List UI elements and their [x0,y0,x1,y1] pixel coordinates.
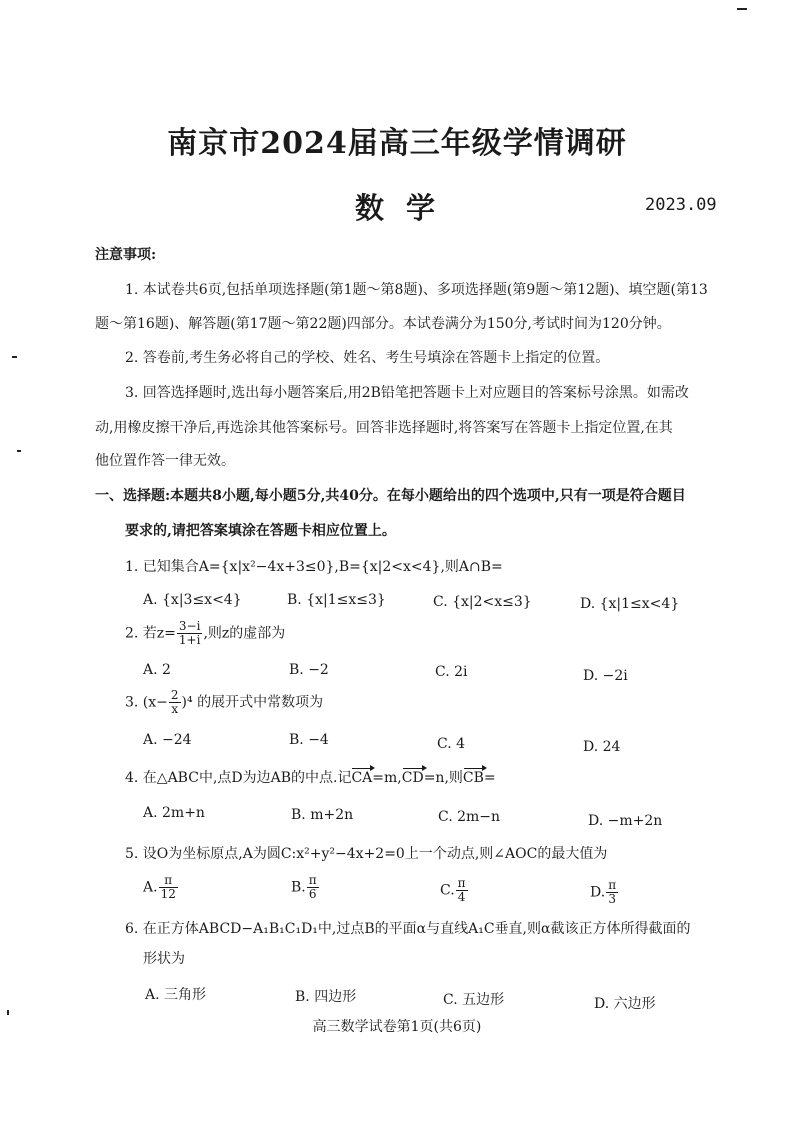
question-1-option-a: A. {x|3≤x<4} [143,592,242,608]
fraction-numerator: π [608,878,617,892]
option-fraction [307,874,319,901]
question-3-option-d: D. 24 [583,739,621,755]
notice-item-1-line-1: 1. 本试卷共6页,包括单项选择题(第1题～第8题)、多项选择题(第9题～第12题)、填空题(第13 [125,282,708,298]
question-1-option-b: B. {x|1≤x≤3} [287,592,386,608]
question-1-option-d: D. {x|1≤x<4} [580,596,680,612]
section-1-heading-line-1: 一、选择题:本题共8小题,每小题5分,共40分。在每小题给出的四个选项中,只有一项是符合题目 [95,488,686,504]
question-6-option-a: A. 三角形 [145,987,207,1003]
option-fraction [159,874,178,901]
notice-item-1-line-2: 题～第16题)、解答题(第17题～第22题)四部分。本试卷满分为150分,考试时间为120分钟。 [95,316,671,332]
option-label: D. [590,884,606,901]
question-2-stem [125,620,285,647]
question-4-option-c: C. 2m−n [438,809,501,825]
question-4-stem [125,767,496,787]
scan-speck [17,450,21,452]
exam-date: 2023.09 [645,195,717,215]
subject-title: 数学 [355,191,458,225]
option-label: B. [291,879,306,896]
question-2-option-a: A. 2 [143,662,171,678]
question-2-option-b: B. −2 [289,662,329,678]
question-5-option-d [590,879,619,906]
question-6-option-c: C. 五边形 [443,992,505,1008]
question-2-option-d: D. −2i [583,668,628,684]
notice-heading: 注意事项: [95,247,157,263]
question-1-option-c: C. {x|2<x≤3} [433,594,532,610]
question-3-suffix: )⁴ 的展开式中常数项为 [181,694,324,711]
question-3-stem [125,689,323,716]
vector-cb: CB [462,770,484,786]
question-4-option-d: D. −m+2n [588,813,663,829]
question-3-option-a: A. −24 [143,732,192,748]
fraction-numerator: 2 [170,688,179,702]
question-3-option-c: C. 4 [437,736,466,752]
notice-item-3-line-1: 3. 回答选择题时,选出每小题答案后,用2B铅笔把答题卡上对应题目的答案标号涂黑。如需改 [125,385,689,401]
option-fraction [606,879,618,906]
vector-ca: CA [351,770,373,786]
notice-item-2: 2. 答卷前,考生务必将自己的学校、姓名、考生号填涂在答题卡上指定的位置。 [125,350,610,366]
question-3-prefix: 3. (x− [125,694,168,711]
question-6-stem-line-1: 6. 在正方体ABCD−A₁B₁C₁D₁中,过点B的平面α与直线A₁C垂直,则α截该正方体所得截面的 [125,921,691,937]
question-6-option-d: D. 六边形 [594,996,656,1012]
question-2-prefix: 2. 若z= [125,625,176,642]
fraction-numerator: 3−i [178,619,201,633]
question-4-mid-2: =n,则 [423,770,463,786]
question-5-option-b [291,874,320,901]
option-fraction [456,877,468,904]
question-4-mid-1: =m, [372,770,402,786]
scan-speck [737,8,747,10]
fraction-numerator: π [159,874,178,888]
fraction-denominator: 3 [608,892,616,906]
fraction-numerator: π [308,873,317,887]
question-2-option-c: C. 2i [435,664,468,680]
section-1-heading-line-2: 要求的,请把答案填涂在答题卡相应位置上。 [125,523,396,539]
question-5-option-c [440,877,469,904]
question-3-option-b: B. −4 [289,732,329,748]
scan-speck [12,356,17,358]
fraction-denominator: x [171,702,179,716]
fraction-denominator: 4 [457,890,466,904]
fraction-numerator: π [457,876,466,890]
question-4-option-b: B. m+2n [291,807,354,823]
option-label: A. [143,879,158,896]
question-6-option-b: B. 四边形 [295,989,357,1005]
question-1-stem: 1. 已知集合A={x|x²−4x+3≤0},B={x|2<x<4},则A∩B= [125,559,503,575]
question-4-suffix: = [483,770,496,786]
question-6-stem-line-2: 形状为 [143,951,185,967]
vector-cd: CD [401,770,424,786]
question-3-fraction [169,689,181,716]
fraction-denominator: 6 [308,887,317,901]
question-4-option-a: A. 2m+n [143,805,205,821]
question-5-stem: 5. 设O为坐标原点,A为圆C:x²+y²−4x+2=0上一个动点,则∠AOC的最大值为 [125,846,608,862]
scan-speck [7,1010,9,1015]
fraction-denominator: 12 [160,887,176,901]
exam-title: 南京市2024届高三年级学情调研 [167,126,627,161]
question-4-prefix: 4. 在△ABC中,点D为边AB的中点.记 [125,770,352,786]
question-2-fraction [177,620,203,647]
notice-item-3-line-3: 他位置作答一律无效。 [95,453,235,469]
notice-item-3-line-2: 动,用橡皮擦干净后,再选涂其他答案标号。回答非选择题时,将答案写在答题卡上指定位置,在其 [95,420,673,436]
question-2-suffix: ,则z的虚部为 [203,625,286,642]
page-footer: 高三数学试卷第1页(共6页) [312,1019,482,1035]
fraction-denominator: 1+i [178,633,201,647]
question-5-option-a [143,874,179,901]
option-label: C. [440,882,455,899]
